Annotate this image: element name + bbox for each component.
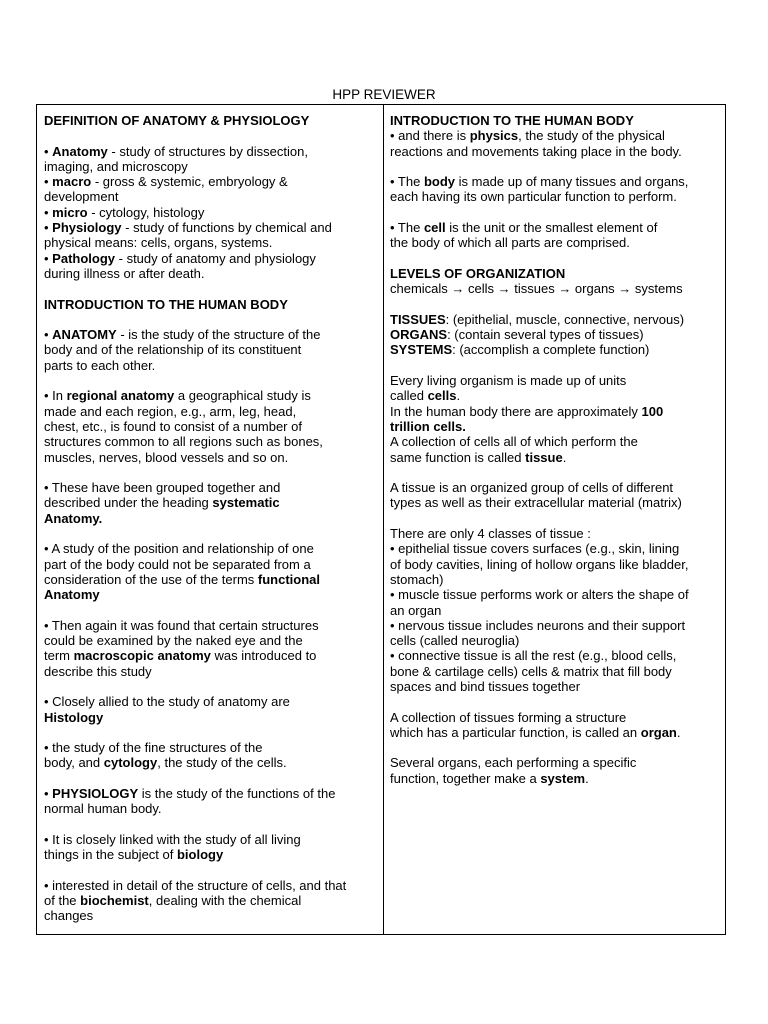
left-heading: INTRODUCTION TO THE HUMAN BODY: [44, 296, 288, 312]
bold-term: cytology: [103, 755, 158, 771]
bold-term: system: [540, 770, 586, 786]
text-run: - study of anatomy and physiology during illness or after death.: [44, 250, 316, 281]
text-run: is the unit or the smallest element of the body of which all parts are comprised.: [390, 220, 658, 251]
text-run: - study of structures by dissection, imaging, and microscopy •: [44, 143, 308, 190]
bold-term: systematic Anatomy.: [44, 495, 280, 526]
text-run: A collection of cells all of which perform the same function is called: [390, 434, 638, 465]
text-run: • In: [44, 388, 67, 404]
right-paragraph: [390, 373, 719, 465]
bold-term: LEVELS OF ORGANIZATION: [390, 265, 566, 281]
text-run: - cytology, histology •: [44, 204, 205, 236]
text-run: : (epithelial, muscle, connective, nervous): [445, 311, 685, 327]
bold-term: ANATOMY: [52, 327, 117, 343]
text-run: was introduced to describe this study: [44, 648, 317, 679]
text-run: •: [44, 143, 53, 159]
right-paragraph: [390, 174, 719, 205]
text-run: - study of functions by chemical and physical means: cells, organs, systems. •: [44, 220, 332, 266]
bold-term: biochemist: [80, 893, 149, 909]
text-run: • It is closely linked with the study of all living things in the subject of: [44, 831, 301, 863]
bold-term: Physiology: [52, 220, 122, 236]
left-heading: DEFINITION OF ANATOMY & PHYSIOLOGY: [44, 113, 310, 128]
right-paragraph: [390, 755, 719, 786]
bold-term: macro: [52, 174, 92, 190]
text-run: - is the study of the structure of the body and of the relationship of its constituent parts to each other.: [44, 327, 321, 373]
content-table: [36, 104, 726, 935]
left-paragraph: [44, 878, 377, 924]
text-run: A collection of tissues forming a structure which has a particular function, is called an: [390, 709, 638, 740]
text-run: , the study of the physical reactions and movements taking place in the body.: [390, 128, 682, 159]
left-paragraph: [44, 144, 377, 282]
bold-term: 100 trillion cells.: [390, 403, 664, 434]
text-run: .: [562, 449, 567, 465]
text-run: a geographical study is made and each region, e.g., arm, leg, head, chest, etc., is found to consist of a number of structures common to all regions such as bones, muscles, nerves, blood vessels and so on.: [44, 388, 323, 465]
bold-term: PHYSIOLOGY: [52, 786, 139, 802]
text-run: is made up of many tissues and organs, each having its own particular function to perform.: [390, 174, 689, 205]
text-run: chemicals → cells → tissues → organs → systems: [390, 281, 683, 297]
right-paragraph: [390, 312, 719, 358]
text-run: , dealing with the chemical changes: [44, 893, 302, 924]
text-run: • Then again it was found that certain structures could be examined by the naked eye and the term: [44, 617, 319, 664]
text-run: Every living organism is made up of units called: [390, 373, 627, 404]
bold-term: body: [423, 174, 456, 190]
text-run: A tissue is an organized group of cells of different types as well as their extracellular material (matrix): [390, 480, 682, 511]
text-run: •: [44, 786, 53, 802]
text-run: • interested in detail of the structure of cells, and that of the: [44, 877, 347, 909]
text-run: - gross & systemic, embryology & development •: [44, 174, 288, 220]
bold-term: Histology: [44, 709, 104, 725]
right-paragraph: [390, 128, 719, 159]
bold-term: Anatomy: [52, 143, 108, 159]
text-run: • Closely allied to the study of anatomy are: [44, 694, 290, 710]
bold-term: biology: [176, 847, 224, 863]
left-paragraph: [44, 694, 377, 725]
bold-term: cell: [423, 220, 446, 236]
right-paragraph: [390, 480, 719, 511]
text-run: is the study of the functions of the normal human body.: [44, 786, 336, 817]
bold-term: cells: [427, 388, 457, 404]
left-paragraph: [44, 832, 377, 863]
left-paragraph: [44, 740, 377, 771]
bold-term: TISSUES: [390, 311, 446, 327]
text-run: There are only 4 classes of tissue : • epithelial tissue covers surfaces (e.g., skin, lining of body cavities, lining of hollow organs like bladder, stomach) • muscle tissue performs work or alters the shape of an organ • nervous tissue includes neurons and their support cells (called neuroglia) • connective tissue is all the rest (e.g., blood cells, bone & cartilage cells) cells & matrix that fill body spaces and bind tissues together: [390, 526, 689, 694]
text-run: . In the human body there are approximately: [390, 388, 638, 419]
bold-term: micro: [52, 204, 88, 220]
bold-term: SYSTEMS: [390, 342, 453, 358]
left-paragraph: [44, 327, 377, 373]
text-run: • the study of the fine structures of the body, and: [44, 740, 263, 771]
right-paragraph: [390, 220, 719, 251]
bold-term: regional anatomy: [66, 388, 175, 404]
text-run: Several organs, each performing a specific function, together make a: [390, 755, 637, 786]
bold-term: tissue: [525, 449, 563, 465]
document-title: HPP REVIEWER: [332, 87, 436, 102]
bold-term: functional Anatomy: [44, 571, 321, 603]
text-run: : (contain several types of tissues): [447, 327, 644, 343]
text-run: , the study of the cells.: [157, 755, 287, 771]
bold-term: macroscopic anatomy: [73, 648, 211, 664]
text-run: • A study of the position and relationship of one part of the body could not be separated from a consideration of the use of the terms: [44, 541, 314, 587]
right-paragraph: [390, 710, 719, 741]
left-column: [37, 105, 384, 934]
right-paragraph: [390, 266, 719, 297]
text-run: • and there is: [390, 128, 470, 144]
text-run: • The: [390, 220, 424, 236]
text-run: •: [44, 327, 53, 343]
left-paragraph: [44, 786, 377, 817]
right-column: [384, 105, 725, 934]
left-paragraph: [44, 480, 377, 526]
bold-term: ORGANS: [390, 327, 448, 343]
bold-term: Pathology: [52, 250, 116, 266]
text-run: : (accomplish a complete function): [452, 342, 650, 358]
text-run: .: [585, 770, 589, 786]
right-paragraph: [390, 526, 719, 694]
bold-term: physics: [469, 128, 519, 144]
left-paragraph: [44, 618, 377, 679]
text-run: .: [676, 724, 681, 740]
left-paragraph: [44, 388, 377, 464]
right-heading: INTRODUCTION TO THE HUMAN BODY: [390, 113, 634, 128]
left-paragraph: [44, 541, 377, 602]
text-run: • These have been grouped together and described under the heading: [44, 480, 281, 511]
text-run: • The: [390, 174, 424, 190]
bold-term: organ: [640, 724, 677, 740]
